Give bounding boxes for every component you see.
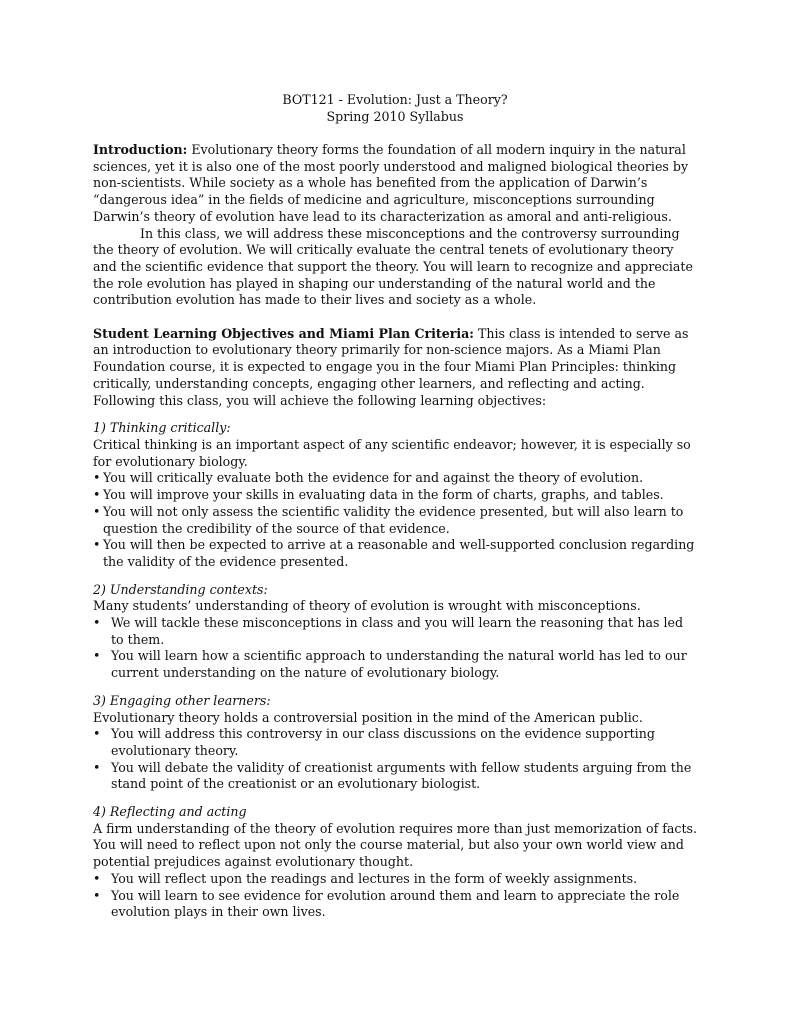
section-heading: 2) Understanding contexts: [93, 581, 268, 597]
section-intro: Many students’ understanding of theory of evolution is wrought with misconceptions. [93, 598, 641, 614]
objective-section-understanding-contexts [93, 582, 697, 682]
list-item: • You will learn how a scientific approach to understanding the natural world has led to our current understanding on the nature of evolutionary biology. [93, 648, 687, 681]
document-title [93, 92, 697, 125]
objective-section-thinking-critically [93, 420, 697, 570]
objective-section-engaging-learners [93, 693, 697, 793]
list-item: • You will then be expected to arrive at a reasonable and well-supported conclusion regarding the validity of the evidence presented. [93, 537, 695, 569]
list-item: • You will address this controversy in our class discussions on the evidence supporting evolutionary theory. [93, 726, 655, 758]
section-heading: 1) Thinking critically: [93, 420, 231, 436]
section-intro: Critical thinking is an important aspect of any scientific endeavor; however, it is especially so for evolutionary biology. [93, 437, 691, 469]
bullet-list [93, 470, 697, 570]
list-item: • We will tackle these misconceptions in class and you will learn the reasoning that has led to them. [93, 615, 684, 647]
bullet-list [93, 615, 697, 682]
bullet-icon: • [93, 487, 101, 503]
objective-section-reflecting-acting [93, 804, 697, 921]
list-item: • You will not only assess the scientific validity the evidence presented, but will also learn to question the credibility of the source of that evidence. [93, 503, 684, 536]
objectives-paragraph [93, 326, 697, 410]
objectives-label: Student Learning Objectives and Miami Plan Criteria: [93, 325, 474, 341]
term-title: Spring 2010 Syllabus [326, 108, 464, 124]
section-heading: 3) Engaging other learners: [93, 692, 271, 708]
course-title: BOT121 - Evolution: Just a Theory? [282, 92, 508, 107]
bullet-list [93, 871, 697, 921]
bullet-icon: • [93, 759, 101, 775]
intro-label: Introduction: [93, 142, 188, 158]
bullet-list [93, 726, 697, 793]
section-intro: Evolutionary theory holds a controversial position in the mind of the American public. [93, 709, 643, 725]
bullet-icon: • [93, 887, 101, 903]
list-item: • You will debate the validity of creationist arguments with fellow students arguing from the stand point of the creationist or an evolutionary biologist. [93, 759, 692, 792]
objectives-text: This class is intended to serve as an introduction to evolutionary theory primarily for non-science majors. As a Miami Plan Foundation course, it is expected to engage you in the four Miami Plan Principles: thinking critically, understanding concepts, engaging other learners, and reflecting and acting. Following this class, you will achieve the following learning objectives: [93, 325, 689, 408]
list-item: • You will learn to see evidence for evolution around them and learn to appreciate the role evolution plays in their own lives. [93, 887, 680, 920]
bullet-icon: • [93, 615, 101, 631]
intro-text: Evolutionary theory forms the foundation of all modern inquiry in the natural sciences, yet it is also one of the most poorly understood and maligned biological theories by non-scientists. While society as a whole has benefited from the application of Darwin’s “dangerous idea” in the fields of medicine and agriculture, misconceptions surrounding Darwin’s theory of evolution have lead to its characterization as amoral and anti-religious. [93, 142, 689, 224]
bullet-icon: • [93, 870, 101, 886]
section-intro: A firm understanding of the theory of evolution requires more than just memorization of facts. You will need to reflect upon not only the course material, but also your own world view and potential prejudices against evolutionary thought. [93, 820, 698, 870]
intro-paragraph [93, 142, 697, 226]
section-heading: 4) Reflecting and acting [93, 804, 247, 820]
list-item: • You will critically evaluate both the evidence for and against the theory of evolution. [93, 470, 644, 486]
bullet-icon: • [93, 537, 101, 553]
list-item: • You will improve your skills in evaluating data in the form of charts, graphs, and tables. [93, 487, 664, 503]
bullet-icon: • [93, 503, 101, 519]
list-item: • You will reflect upon the readings and lectures in the form of weekly assignments. [93, 870, 638, 886]
bullet-icon: • [93, 726, 101, 742]
bullet-icon: • [93, 470, 101, 486]
bullet-icon: • [93, 648, 101, 664]
intro-paragraph-2: In this class, we will address these misconceptions and the controversy surrounding the theory of evolution. We will critically evaluate the central tenets of evolutionary theory and the scientific evidence that support the theory. You will learn to recognize and appreciate the role evolution has played in shaping our understanding of the natural world and the contribution evolution has made to their lives and society as a whole. [93, 225, 693, 308]
